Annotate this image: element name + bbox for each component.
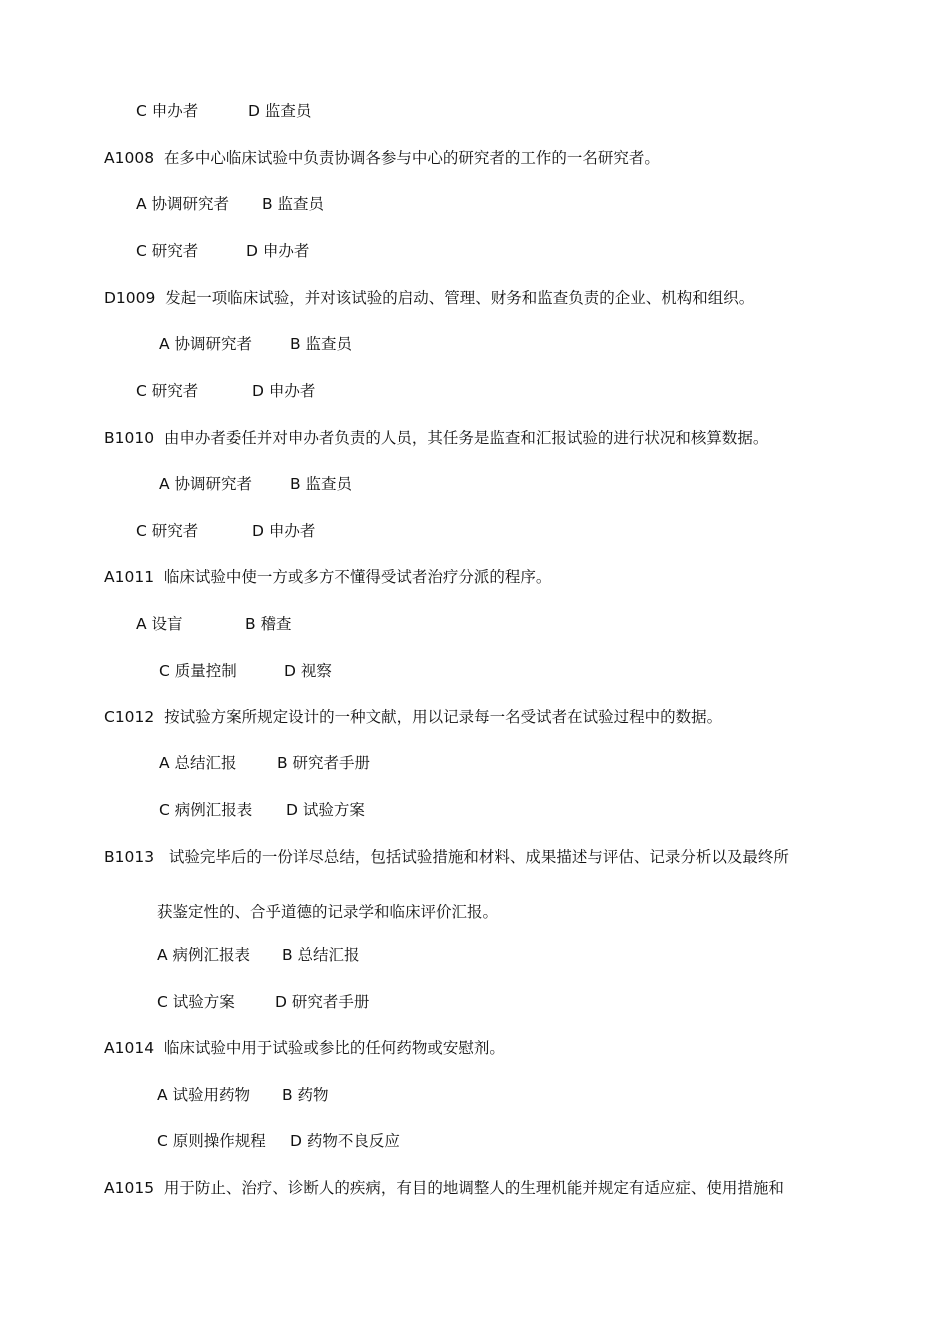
- option-a: A 试验用药物: [157, 1086, 251, 1104]
- question-line: [104, 706, 722, 728]
- option-b: B 监查员: [290, 475, 353, 493]
- option-b: B 总结汇报: [282, 946, 360, 964]
- option-b: D 申办者: [252, 522, 316, 540]
- option-line: [136, 380, 316, 402]
- question-line: [104, 566, 551, 588]
- option-line: [159, 333, 353, 355]
- question-text: D1009 发起一项临床试验，并对该试验的启动、管理、财务和监查负责的企业、机构和组织。: [104, 289, 755, 307]
- question-line: [104, 1177, 784, 1199]
- option-b: D 监查员: [248, 102, 312, 120]
- option-b: B 监查员: [262, 195, 325, 213]
- option-line: [136, 613, 292, 635]
- option-line: [157, 1130, 400, 1152]
- question-line: [104, 846, 789, 868]
- question-line: [104, 427, 768, 449]
- option-a: C 质量控制: [159, 662, 237, 680]
- option-line: [159, 799, 365, 821]
- option-a: A 协调研究者: [136, 195, 230, 213]
- option-a: C 研究者: [136, 382, 199, 400]
- option-line: [136, 100, 312, 122]
- option-a: C 原则操作规程: [157, 1132, 266, 1150]
- option-b: D 申办者: [252, 382, 316, 400]
- option-b: D 药物不良反应: [290, 1132, 400, 1150]
- option-line: [159, 660, 332, 682]
- option-b: B 研究者手册: [277, 754, 371, 772]
- option-b: B 监查员: [290, 335, 353, 353]
- question-text: A1015 用于防止、治疗、诊断人的疾病，有目的地调整人的生理机能并规定有适应症、使用措施和: [104, 1179, 784, 1197]
- question-text: B1013 试验完毕后的一份详尽总结，包括试验措施和材料、成果描述与评估、记录分析以及最终所: [104, 848, 789, 866]
- option-a: C 病例汇报表: [159, 801, 253, 819]
- option-a: A 协调研究者: [159, 475, 253, 493]
- question-text: A1014 临床试验中用于试验或参比的任何药物或安慰剂。: [104, 1039, 505, 1057]
- question-text: 获鉴定性的、合乎道德的记录学和临床评价汇报。: [157, 903, 499, 921]
- option-a: C 研究者: [136, 522, 199, 540]
- question-line: [104, 287, 754, 309]
- option-b: D 视察: [284, 662, 332, 680]
- option-line: [159, 473, 353, 495]
- option-line: [136, 193, 325, 215]
- option-a: C 申办者: [136, 102, 199, 120]
- question-text: A1008 在多中心临床试验中负责协调各参与中心的研究者的工作的一名研究者。: [104, 149, 660, 167]
- option-line: [157, 944, 360, 966]
- option-a: A 设盲: [136, 615, 183, 633]
- option-line: [157, 1084, 329, 1106]
- question-text: C1012 按试验方案所规定设计的一种文献，用以记录每一名受试者在试验过程中的数据。: [104, 708, 723, 726]
- question-line: [104, 1037, 505, 1059]
- option-b: D 研究者手册: [275, 993, 370, 1011]
- option-a: A 病例汇报表: [157, 946, 251, 964]
- question-text: A1011 临床试验中使一方或多方不懂得受试者治疗分派的程序。: [104, 568, 552, 586]
- question-line: [104, 147, 660, 169]
- option-a: A 总结汇报: [159, 754, 237, 772]
- option-a: A 协调研究者: [159, 335, 253, 353]
- option-line: [136, 240, 310, 262]
- question-continuation: [157, 901, 498, 923]
- option-b: D 申办者: [246, 242, 310, 260]
- option-b: D 试验方案: [286, 801, 365, 819]
- option-a: C 研究者: [136, 242, 199, 260]
- option-line: [157, 991, 370, 1013]
- question-text: B1010 由申办者委任并对申办者负责的人员，其任务是监查和汇报试验的进行状况和核算数据。: [104, 429, 769, 447]
- option-line: [159, 752, 371, 774]
- option-a: C 试验方案: [157, 993, 235, 1011]
- option-b: B 稽查: [245, 615, 292, 633]
- option-b: B 药物: [282, 1086, 329, 1104]
- option-line: [136, 520, 316, 542]
